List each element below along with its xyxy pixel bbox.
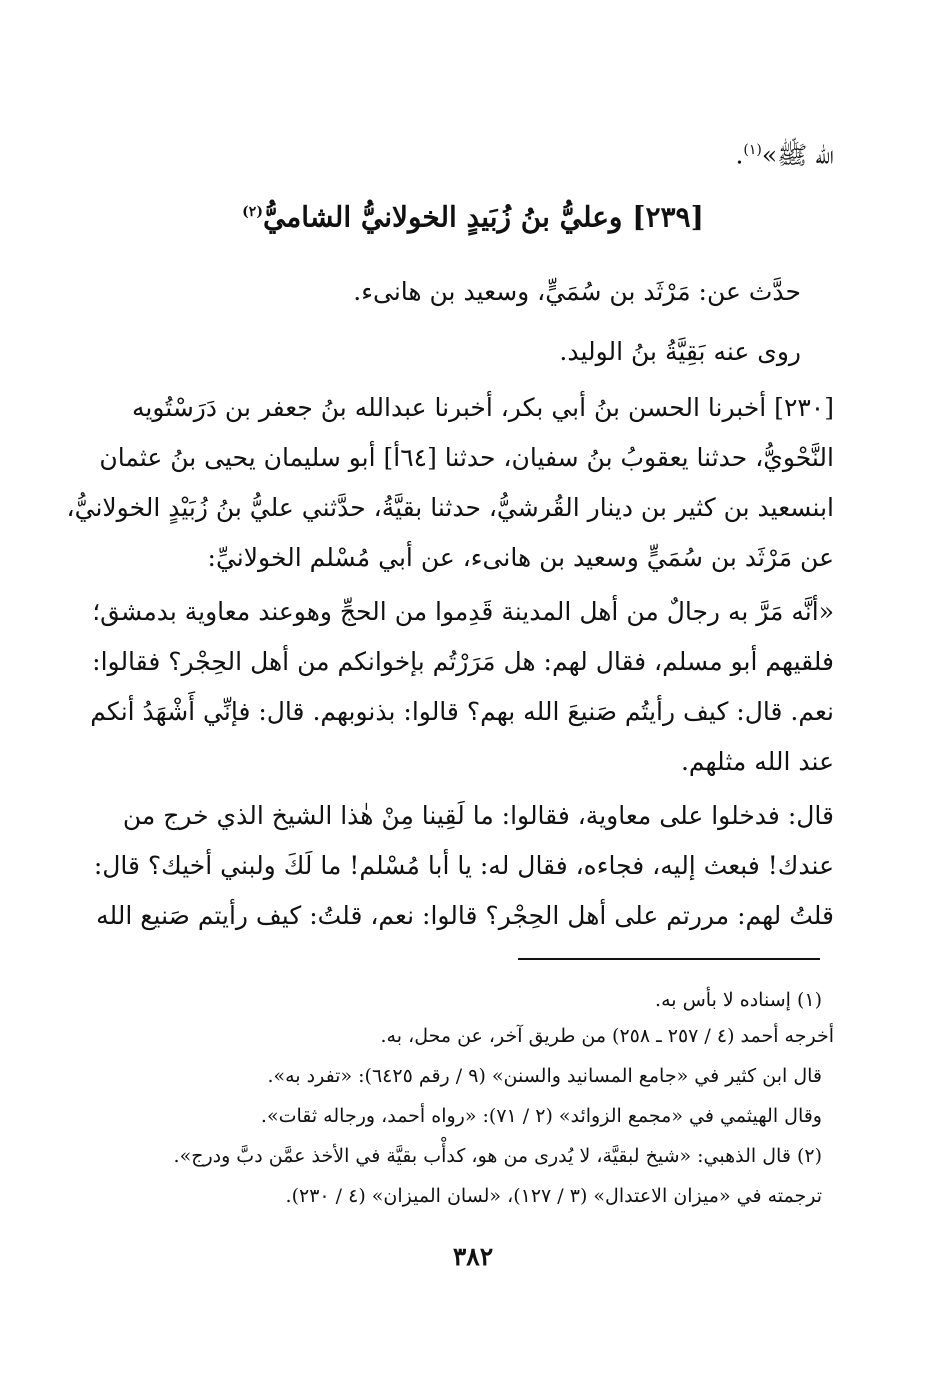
continuation-text: الله ﷺ» [761, 140, 834, 170]
isnad-line: النَّحْويُّ، حدثنا يعقوبُ بنُ سفيان، حدثنا [٦٤أ] أبو سليمان يحيى بنُ عثمان [99, 443, 834, 472]
biography-heading [0, 190, 946, 239]
continuation-line [110, 132, 834, 168]
footnote-marker-1: (١) [743, 142, 762, 158]
footnote-line: (١) إسناده لا بأس به. [655, 989, 822, 1011]
footnote-line: وقال الهيثمي في «مجمع الزوائد» (٢ / ٧١): «رواه أحمد، ورجاله ثقات». [260, 1105, 822, 1127]
isnad-line: ابنسعيد بن كثير بن دينار القُرشيُّ، حدثنا بقيَّةُ، حدَّثني عليُّ بنُ زُبَيْدٍ الخولانيُّ، [66, 493, 834, 522]
isnad-line: عن مَرْثَد بن سُمَيٍّ وسعيد بن هانىء، عن أبي مُسْلم الخولانيِّ: [207, 543, 834, 572]
matn-line: «أنَّه مَرَّ به رجالٌ من أهل المدينة قَدِموا من الحجِّ وهوعند معاوية بدمشق؛ [92, 597, 834, 626]
heading-text: [٢٣٩] وعليُّ بنُ زُبَيدٍ الخولانيُّ الشاميُّ [262, 200, 704, 234]
qala-line: قلتُ لهم: مررتم على أهل الحِجْر؟ قالوا: نعم، قلتُ: كيف رأيتم صَنيع الله [96, 901, 834, 930]
matn-line: عند الله مثلهم. [680, 747, 834, 776]
footnote-line: (٢) قال الذهبي: «شيخ لبقيَّة، لا يُدرى من هو، كدأْب بقيَّة في الأخذ عمَّن دبَّ ودرج». [173, 1145, 822, 1167]
matn-line: فلقيهم أبو مسلم، فقال لهم: هل مَرَرْتُم بإخوانكم من أهل الحِجْر؟ فقالوا: [92, 647, 834, 676]
footnote-marker-2: (٢) [242, 204, 263, 220]
footnote-line: أخرجه أحمد (٤ / ٢٥٧ ـ ٢٥٨) من طريق آخر، عن محل، به. [380, 1025, 834, 1047]
page-number: ٣٨٢ [452, 1242, 494, 1271]
qala-line: عندك! فبعث إليه، فجاءه، فقال له: يا أبا مُسْلم! ما لَكَ ولبني أخيك؟ قال: [93, 851, 834, 880]
qala-line: قال: فدخلوا على معاوية، فقالوا: ما لَقِينا مِنْ هٰذا الشيخ الذي خرج من [122, 801, 834, 830]
isnad-line: [٢٣٠] أخبرنا الحسن بنُ أبي بكر، أخبرنا عبدالله بنُ جعفر بن دَرَسْتُويه [132, 393, 834, 422]
footnote-separator [518, 958, 820, 960]
footnote-line: قال ابن كثير في «جامع المسانيد والسنن» (٩ / رقم ٦٤٢٥): «تفرد به». [267, 1065, 822, 1087]
matn-line: نعم. قال: كيف رأيتُم صَنيعَ الله بهم؟ قالوا: بذنوبهم. قال: فإنِّي أَشْهَدُ أنكم [90, 697, 834, 726]
haddath-line: حدَّث عن: مَرْثَد بن سُمَيٍّ، وسعيد بن هانىء. [353, 277, 801, 306]
footnote-line: ترجمته في «ميزان الاعتدال» (٣ / ١٢٧)، «لسان الميزان» (٤ / ٢٣٠). [285, 1185, 822, 1207]
rawa-line: روى عنه بَقِيَّةُ بنُ الوليد. [559, 337, 801, 366]
continuation-end: . [735, 140, 744, 170]
